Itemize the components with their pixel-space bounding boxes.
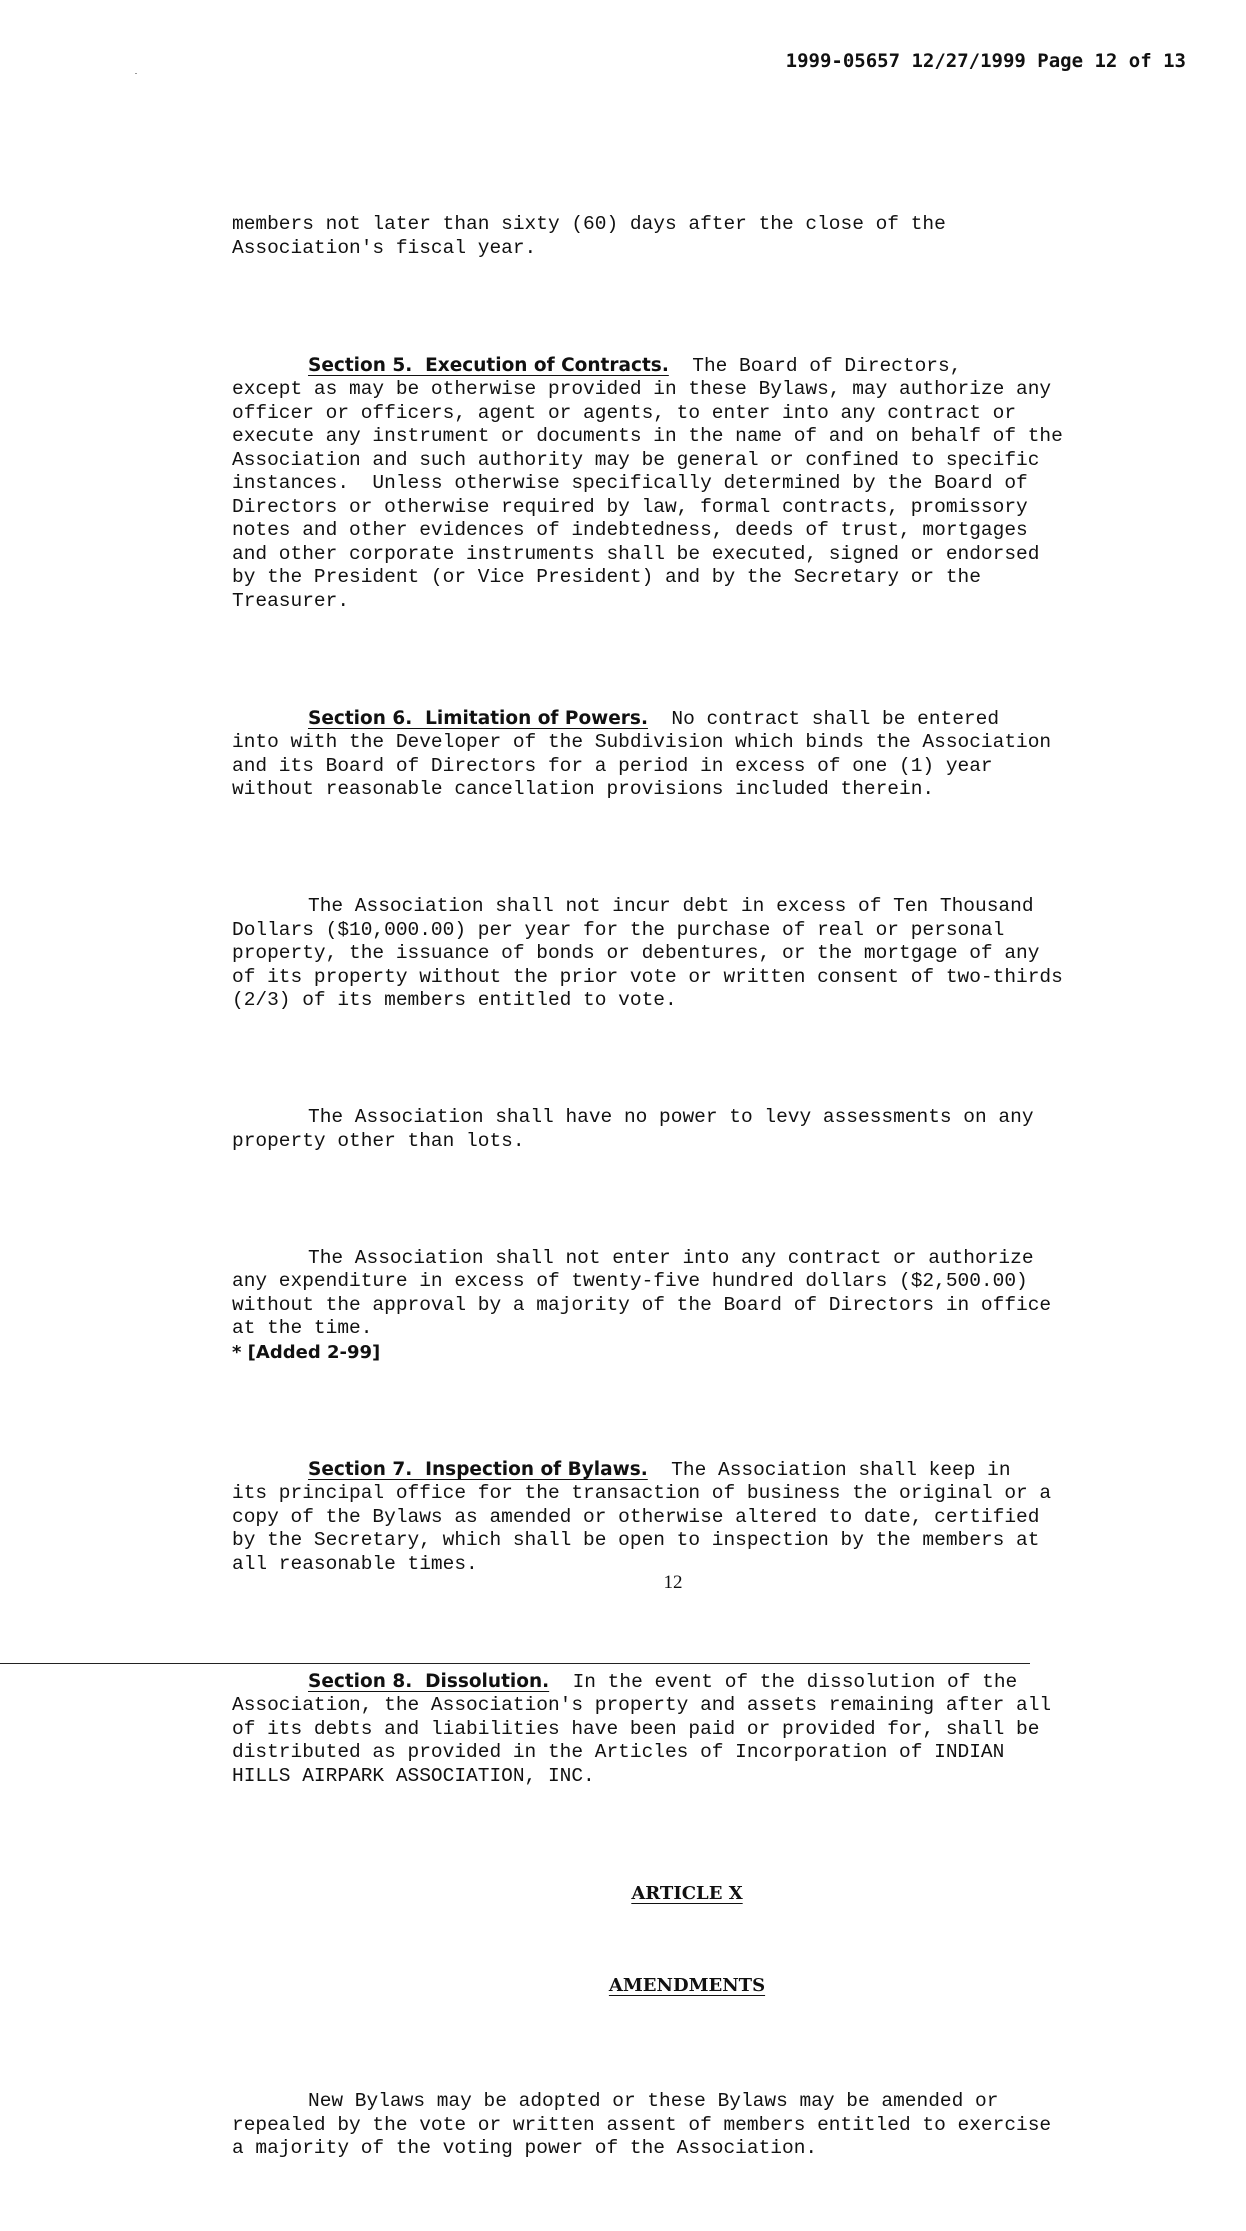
amendment-note: * [Added 2-99] <box>232 1341 381 1363</box>
section-6-paragraph <box>232 707 1132 802</box>
debt-limit-text: The Association shall not incur debt in excess of Ten Thousand Dollars ($10,000.00) per year for the purchase of real or personal property, the issuance of bonds or debentures, or the mortgage of any of its property without the prior vote or written consent of two-thirds (2/3) of its members entitled to vote. <box>232 895 1063 1011</box>
levy-paragraph <box>232 1106 1132 1153</box>
scan-edge-line <box>0 1663 1030 1664</box>
scan-speck <box>135 73 137 74</box>
recording-stamp: 1999-05657 12/27/1999 Page 12 of 13 <box>785 50 1186 72</box>
document-body <box>232 166 1132 2231</box>
article-subtitle: AMENDMENTS <box>608 1975 766 1996</box>
amendments-text: New Bylaws may be adopted or these Bylaws may be amended or repealed by the vote or written assent of members entitled to exercise a majority of the voting power of the Association. <box>232 2090 1052 2159</box>
section-7-paragraph <box>232 1458 1132 1577</box>
intro-paragraph: members not later than sixty (60) days after the close of the Association's fiscal year. <box>232 213 946 259</box>
section-7-heading: Section 7. Inspection of Bylaws. <box>308 1458 648 1480</box>
section-7-text: The Association shall keep in its principal office for the transaction of business the original or a copy of the Bylaws as amended or otherwise altered to date, certified by the Secretary, which shall be open to inspection by the members at all reasonable times. <box>232 1458 1052 1575</box>
section-8-heading: Section 8. Dissolution. <box>308 1670 550 1692</box>
expenditure-paragraph <box>232 1247 1132 1365</box>
section-5-text: The Board of Directors, except as may be otherwise provided in these Bylaws, may authorize any officer or officers, agent or agents, to enter into any contract or execute any instrument or documents in the name of and on behalf of the Association and such authority may be general or confined to specific instances. Unless otherwise specifically determined by the Board of Directors or otherwise required by law, formal contracts, promissory notes and other evidences of indebtedness, deeds of trust, mortgages and other corporate instruments shall be executed, signed or endorsed by the President (or Vice President) and by the Secretary or the Treasurer. <box>232 354 1063 612</box>
article-title: ARTICLE X <box>631 1882 743 1904</box>
amendments-paragraph <box>232 2090 1132 2161</box>
section-5-heading: Section 5. Execution of Contracts. <box>308 354 669 376</box>
section-8-paragraph <box>232 1670 1132 1789</box>
levy-text: The Association shall have no power to levy assessments on any property other than lots. <box>232 1106 1034 1152</box>
debt-limit-paragraph <box>232 895 1132 1013</box>
page-number: 12 <box>663 1572 683 1593</box>
section-6-heading: Section 6. Limitation of Powers. <box>308 707 648 729</box>
expenditure-text: The Association shall not enter into any contract or authorize any expenditure in excess of twenty-five hundred dollars ($2,500.00) without the approval by a majority of the Board of Directors in office at the time. <box>232 1246 1052 1339</box>
section-8-text: In the event of the dissolution of the Association, the Association's property and assets remaining after all of its debts and liabilities have been paid or provided for, shall be distributed as provided in the Articles of Incorporation of INDIAN HILLS AIRPARK ASSOCIATION, INC. <box>232 1670 1052 1787</box>
section-6-text: No contract shall be entered into with the Developer of the Subdivision which binds the Association and its Board of Directors for a period in excess of one (1) year without reasonable cancellation provisions included therein. <box>232 707 1052 800</box>
section-5-paragraph <box>232 354 1132 614</box>
